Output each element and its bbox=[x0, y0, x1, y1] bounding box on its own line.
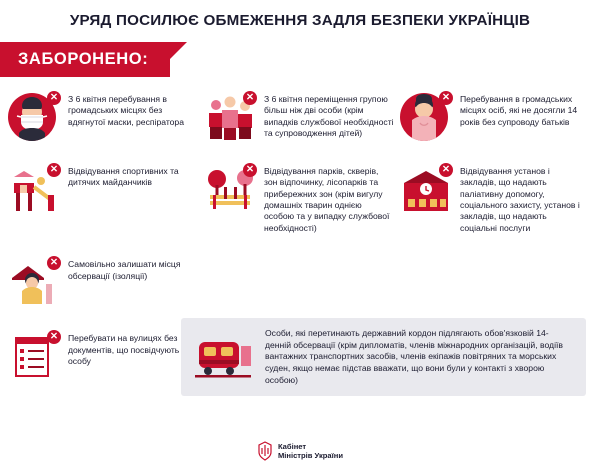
rules-row bbox=[8, 163, 592, 235]
rules-row bbox=[8, 256, 592, 310]
rule-text: Відвідування установ і закладів, що надають паліативну допомогу, соціального захисту, установ і закладів, що надають соціальні послуги bbox=[460, 165, 580, 233]
banner-row bbox=[0, 42, 600, 77]
cross-icon: ✕ bbox=[439, 91, 453, 105]
rule-icon-wrap bbox=[400, 91, 454, 145]
rule-item-7 bbox=[8, 256, 204, 310]
rule-item-6 bbox=[400, 163, 588, 235]
footer-line-1: Кабінет bbox=[277, 441, 307, 451]
train-icon bbox=[191, 334, 257, 380]
rule-icon-wrap bbox=[204, 163, 258, 217]
rule-icon-wrap bbox=[8, 330, 62, 384]
cross-icon: ✕ bbox=[439, 163, 453, 177]
cross-icon: ✕ bbox=[47, 91, 61, 105]
rule-item-4 bbox=[8, 163, 204, 217]
rule-item-8 bbox=[8, 330, 204, 384]
footer-text bbox=[278, 442, 343, 461]
cross-icon: ✕ bbox=[47, 330, 61, 344]
government-crest-icon bbox=[257, 441, 273, 461]
rule-text: Відвідування спортивних та дитячих майданчиків bbox=[68, 165, 179, 188]
rule-icon-wrap bbox=[8, 256, 62, 310]
rule-text: Перебувати на вулицях без документів, що посвідчують особу bbox=[68, 333, 180, 367]
rule-text: Відвідування парків, скверів, зон відпочинку, лісопарків та прибережних зон (крім вигулу домашніх тварин однією особою та у випадку службової необхідності) bbox=[264, 165, 390, 233]
cross-icon: ✕ bbox=[243, 163, 257, 177]
rule-icon-wrap bbox=[8, 163, 62, 217]
cross-icon: ✕ bbox=[47, 256, 61, 270]
observation-panel bbox=[181, 318, 586, 396]
rule-text: З 6 квітня переміщення групою більш ніж дві особи (крім випадків службової необхідності та супроводження дітей) bbox=[264, 93, 394, 138]
page-title: УРЯД ПОСИЛЮЄ ОБМЕЖЕННЯ ЗАДЛЯ БЕЗПЕКИ УКРАЇНЦІВ bbox=[69, 12, 531, 29]
prohibited-banner: ЗАБОРОНЕНО: bbox=[0, 42, 170, 77]
cross-icon: ✕ bbox=[243, 91, 257, 105]
rule-icon-wrap bbox=[204, 91, 258, 145]
rule-icon-wrap bbox=[8, 91, 62, 145]
footer bbox=[0, 441, 600, 461]
rule-item-1 bbox=[8, 91, 204, 145]
rule-text: З 6 квітня перебування в громадських місцях без вдягнутої маски, респіратора bbox=[68, 93, 184, 127]
rules-row bbox=[8, 91, 592, 145]
rule-text: Перебування в громадських місцях осіб, які не досягли 14 років без супроводу батьків bbox=[460, 93, 578, 127]
observation-text: Особи, які перетинають державний кордон підлягають обов'язковій 14-денній обсервації (крім дипломатів, членів міжнародних організацій, водіїв вантажних транспортних засобів, членів екіпажів повітряних та морських суден, якщо немає підстав вважати, що вони були у контакті з хворою особою) bbox=[265, 328, 563, 385]
footer-line-2: Міністрів України bbox=[277, 451, 344, 460]
rule-item-3 bbox=[400, 91, 588, 145]
cross-icon: ✕ bbox=[47, 163, 61, 177]
rule-item-2 bbox=[204, 91, 400, 145]
rule-text: Самовільно залишати місця обсервації (ізоляції) bbox=[68, 259, 181, 281]
rule-item-5 bbox=[204, 163, 400, 235]
rule-icon-wrap bbox=[400, 163, 454, 217]
